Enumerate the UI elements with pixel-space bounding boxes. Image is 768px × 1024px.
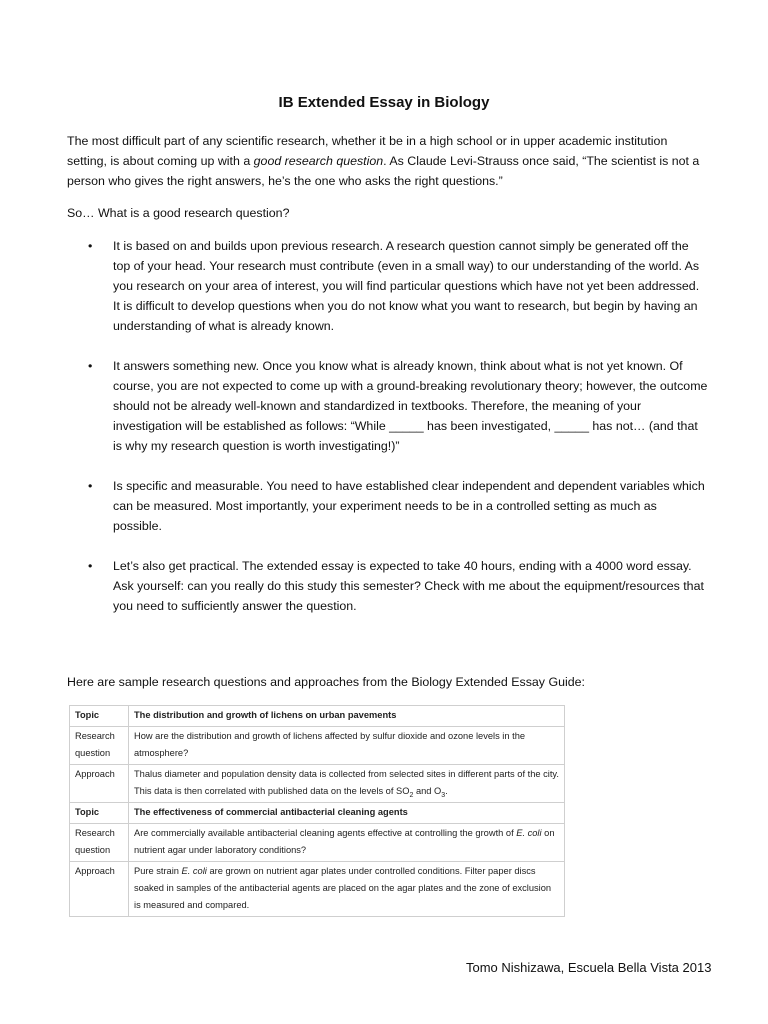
approach-text: are grown on nutrient agar plates under controlled conditions. Filter paper discs soaked in samples of the antibacterial agents are placed on the agar plates and the zone of exclusion is measured and compared. — [134, 866, 552, 910]
research-question-value: How are the distribution and growth of lichens affected by sulfur dioxide and ozone levels in the atmosphere? — [129, 727, 565, 765]
list-item — [88, 476, 708, 536]
sample-table — [69, 705, 565, 917]
research-question-label: Research question — [70, 727, 129, 765]
bullet-icon: • — [88, 559, 93, 573]
approach-text: . — [445, 786, 448, 796]
list-item-text: Let’s also get practical. The extended essay is expected to take 40 hours, ending with a 4000 word essay. Ask yourself: can you really do this study this semester? Check with me about the equipment/resources that you need to sufficiently answer the question. — [113, 559, 704, 613]
rq-text: Are commercially available antibacterial cleaning agents effective at controlling the growth of — [134, 828, 517, 838]
intro-paragraph — [67, 131, 707, 191]
topic-value: The effectiveness of commercial antibacterial cleaning agents — [129, 803, 565, 824]
intro-text-1: The most difficult part of any scientific research, whether it be in a high school or in upper academic institution setting, is about coming up with a — [67, 134, 668, 168]
list-item — [88, 556, 708, 616]
sample-heading: Here are sample research questions and approaches from the Biology Extended Essay Guide: — [67, 675, 585, 689]
topic-label: Topic — [70, 706, 129, 727]
subscript: 3 — [441, 791, 446, 799]
list-item — [88, 356, 708, 456]
document-title: IB Extended Essay in Biology — [278, 94, 490, 111]
table-row — [70, 706, 565, 727]
research-question-value — [129, 824, 565, 862]
approach-label: Approach — [70, 765, 129, 803]
topic-value: The distribution and growth of lichens on urban pavements — [129, 706, 565, 727]
list-item-text: It answers something new. Once you know what is already known, think about what is not yet known. Of course, you are not expected to come up with a ground-breaking revolutionary theory; however, the outcome should not be already well-known and standardized in textbooks. Therefore, the meaning of your investigation will be established as follows: “While _____ has been investigated, _____ has not… (and that is why my research question is worth investigating!)” — [113, 359, 708, 453]
table-row — [70, 862, 565, 917]
intro-text-2: . As Claude Levi-Strauss once said, “The scientist is not a person who gives the right answers, he’s the one who asks the right questions.” — [67, 154, 700, 188]
table-row — [70, 765, 565, 803]
subscript: 2 — [409, 791, 414, 799]
approach-text: and O — [413, 786, 442, 796]
intro-emphasis: good research question — [253, 154, 384, 168]
document-footer: Tomo Nishizawa, Escuela Bella Vista 2013 — [466, 960, 712, 975]
approach-italic: E. coli — [181, 866, 207, 876]
rq-italic: E. coli — [516, 828, 542, 838]
rq-text: on nutrient agar under laboratory conditions? — [134, 828, 555, 855]
list-item-text: It is based on and builds upon previous research. A research question cannot simply be generated off the top of your head. Your research must contribute (even in a small way) to our understanding of the world. As you research on your area of interest, you will find particular questions which have not yet been addressed. It is difficult to develop questions when you do not know what you want to research, but begin by having an understanding of what is already known. — [113, 239, 700, 333]
criteria-list — [88, 236, 708, 616]
list-item-text: Is specific and measurable. You need to have established clear independent and dependent variables which can be measured. Most importantly, your experiment needs to be in a controlled setting as much as possible. — [113, 479, 705, 533]
approach-value — [129, 862, 565, 917]
table-row — [70, 824, 565, 862]
approach-label: Approach — [70, 862, 129, 917]
research-question-label: Research question — [70, 824, 129, 862]
bullet-icon: • — [88, 359, 93, 373]
table-row — [70, 727, 565, 765]
list-item — [88, 236, 708, 336]
table-row — [70, 803, 565, 824]
section-question: So… What is a good research question? — [67, 206, 290, 220]
bullet-icon: • — [88, 479, 93, 493]
approach-text: Thalus diameter and population density data is collected from selected sites in different parts of the city. This data is then correlated with published data on the levels of SO — [134, 769, 559, 796]
bullet-icon: • — [88, 239, 93, 253]
topic-label: Topic — [70, 803, 129, 824]
approach-text: Pure strain — [134, 866, 182, 876]
approach-value — [129, 765, 565, 803]
